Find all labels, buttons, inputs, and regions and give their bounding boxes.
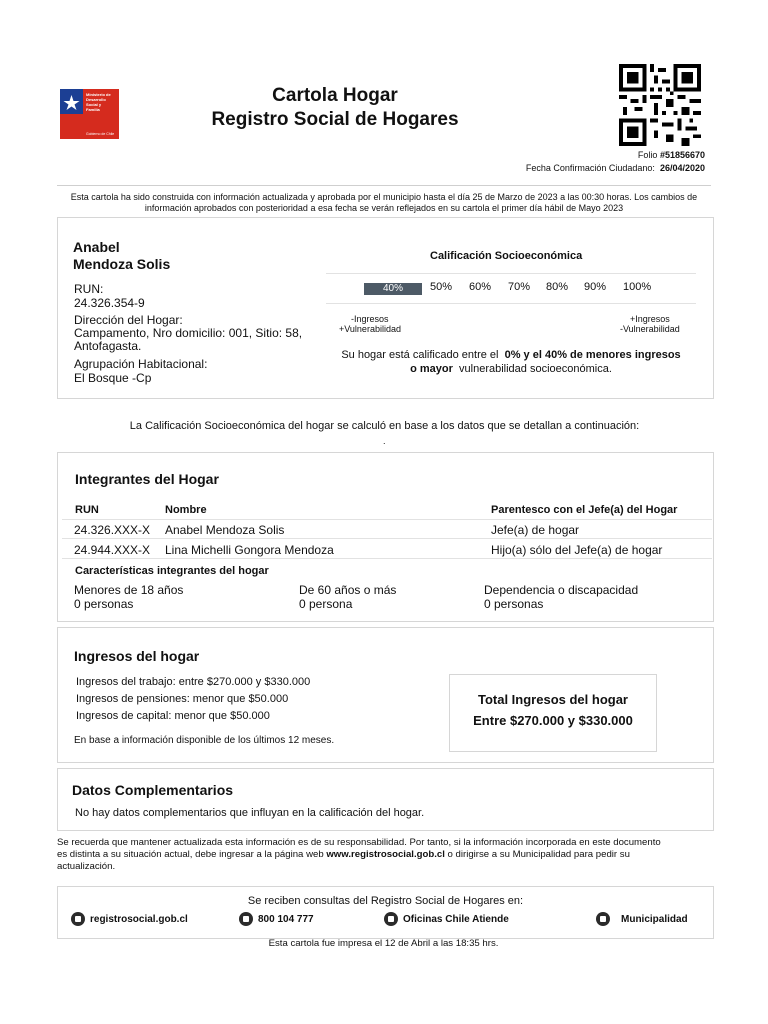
fecha-value: 26/04/2020 [659, 163, 705, 173]
total-ingresos-value: Entre $270.000 y $330.000 [473, 713, 633, 728]
row2-parentesco: Hijo(a) sólo del Jefe(a) de hogar [491, 543, 663, 557]
calificacion-summary: Su hogar está calificado entre el 0% y el 40% de menores ingresos o mayor vulnerabilidad socioeconómica. [341, 349, 681, 375]
agrupacion-label: Agrupación Habitacional: [74, 357, 208, 371]
divider [62, 558, 712, 559]
row2-nombre: Lina Michelli Gongora Mendoza [165, 543, 334, 557]
agrupacion-value: El Bosque -Cp [74, 371, 152, 385]
divider [57, 185, 711, 186]
folio-value: #51856670 [659, 150, 705, 160]
scale-90: 90% [584, 281, 607, 293]
contact-phone[interactable] [239, 912, 314, 926]
complementarios-card [57, 768, 714, 831]
calc-note: La Calificación Socioeconómica del hogar se calculó en base a los datos que se detallan a continuación: [129, 420, 640, 432]
integrantes-title: Integrantes del Hogar [75, 471, 219, 487]
row1-run: 24.326.XXX-X [74, 523, 151, 537]
person-first-name: Anabel [73, 239, 120, 255]
contact-web[interactable] [71, 912, 188, 926]
total-ingresos-title: Total Ingresos del hogar [477, 692, 628, 707]
ministry-logo [60, 89, 119, 139]
calc-dot: . [383, 436, 386, 446]
intro-text: Esta cartola ha sido construida con información actualizada y aprobada por el municipio hasta el día 25 de Marzo de 2023 a las 00:30 horas. Los cambios de información aprobados con posterioridad a esa fecha se verán reflejados en su cartola el primer día hábil de Mayo 2023 [70, 192, 698, 213]
col-header-nombre: Nombre [165, 504, 207, 516]
folio [638, 150, 705, 160]
scale-selected-40: 40% [364, 283, 422, 295]
svg-text:Social y: Social y [86, 102, 102, 107]
contact-web-label: registrosocial.gob.cl [90, 913, 188, 925]
left-label-ingresos: -Ingresos [351, 314, 389, 324]
contact-municipalidad-label: Municipalidad [621, 913, 688, 925]
ingresos-title: Ingresos del hogar [74, 648, 200, 664]
contact-oficinas[interactable] [384, 912, 509, 926]
person-last-name: Mendoza Solis [73, 256, 171, 272]
fecha-confirmacion [526, 163, 705, 173]
row1-nombre: Anabel Mendoza Solis [165, 523, 285, 537]
scale-50: 50% [430, 281, 453, 293]
contact-oficinas-label: Oficinas Chile Atiende [403, 913, 509, 925]
registro-link[interactable]: www.registrosocial.gob.cl [326, 849, 445, 860]
direccion-line1: Campamento, Nro domicilio: 001, Sitio: 58, [74, 326, 303, 340]
right-label-ingresos: +Ingresos [630, 314, 670, 324]
phone-icon [239, 912, 253, 926]
printed-note: Esta cartola fue impresa el 12 de Abril a las 18:35 hrs. [268, 938, 499, 949]
caract-menores-value: 0 personas [74, 597, 134, 611]
divider [62, 538, 712, 539]
calificacion-title: Calificación Socioeconómica [430, 250, 583, 262]
divider [326, 273, 696, 274]
direccion-line2: Antofagasta. [74, 339, 142, 353]
run-label: RUN: [74, 282, 104, 296]
caract-menores-label: Menores de 18 años [74, 583, 184, 597]
contact-municipalidad[interactable] [596, 912, 688, 926]
svg-text:Familia: Familia [86, 107, 100, 112]
svg-text:Gobierno de Chile: Gobierno de Chile [86, 132, 115, 136]
home-icon [384, 912, 398, 926]
complementarios-title: Datos Complementarios [72, 782, 234, 798]
right-label-vulnerabilidad: -Vulnerabilidad [620, 324, 680, 334]
caract-dependencia-value: 0 personas [484, 597, 544, 611]
divider [62, 519, 712, 520]
monitor-icon [71, 912, 85, 926]
ingreso-pensiones: Ingresos de pensiones: menor que $50.000 [76, 693, 289, 705]
caract-mayores-label: De 60 años o más [299, 583, 397, 597]
contact-phone-label: 800 104 777 [258, 913, 314, 925]
run-value: 24.326.354-9 [74, 296, 145, 310]
ingreso-capital: Ingresos de capital: menor que $50.000 [76, 710, 270, 722]
scale-80: 80% [546, 281, 569, 293]
direccion-label: Dirección del Hogar: [74, 313, 183, 327]
divider [326, 303, 696, 304]
caract-dependencia-label: Dependencia o discapacidad [484, 583, 639, 597]
col-header-run: RUN [75, 504, 99, 516]
row2-run: 24.944.XXX-X [74, 543, 151, 557]
ingresos-note: En base a información disponible de los últimos 12 meses. [74, 735, 335, 746]
scale-60: 60% [469, 281, 492, 293]
caract-mayores-value: 0 persona [299, 597, 353, 611]
reminder-text: Se recuerda que mantener actualizada esta información es de su responsabilidad. Por tanto, si la información incorporada en este documento es distinta a su situación actual, debe ingresar a la página web www.registrosocial.gob.cl o dirigirse a su Municipalidad para pedir su actualización. [57, 837, 661, 872]
document-subtitle: Registro Social de Hogares [211, 109, 459, 130]
complementarios-text: No hay datos complementarios que influyan en la calificación del hogar. [75, 807, 425, 819]
scale-100: 100% [623, 281, 652, 293]
document-title: Cartola Hogar [272, 85, 398, 106]
left-label-vulnerabilidad: +Vulnerabilidad [339, 324, 401, 334]
col-header-parentesco: Parentesco con el Jefe(a) del Hogar [491, 504, 678, 516]
ingreso-trabajo: Ingresos del trabajo: entre $270.000 y $330.000 [76, 676, 311, 688]
scale-70: 70% [508, 281, 531, 293]
qr-code [619, 64, 701, 146]
contact-title: Se reciben consultas del Registro Social de Hogares en: [247, 895, 524, 907]
caracteristicas-title: Características integrantes del hogar [75, 565, 269, 577]
svg-text:Desarrollo: Desarrollo [86, 97, 106, 102]
building-icon [596, 912, 610, 926]
row1-parentesco: Jefe(a) de hogar [491, 523, 580, 537]
fecha-label: Fecha Confirmación Ciudadano: [525, 163, 655, 173]
svg-text:Ministerio de: Ministerio de [86, 92, 111, 97]
folio-label: Folio [637, 150, 658, 160]
